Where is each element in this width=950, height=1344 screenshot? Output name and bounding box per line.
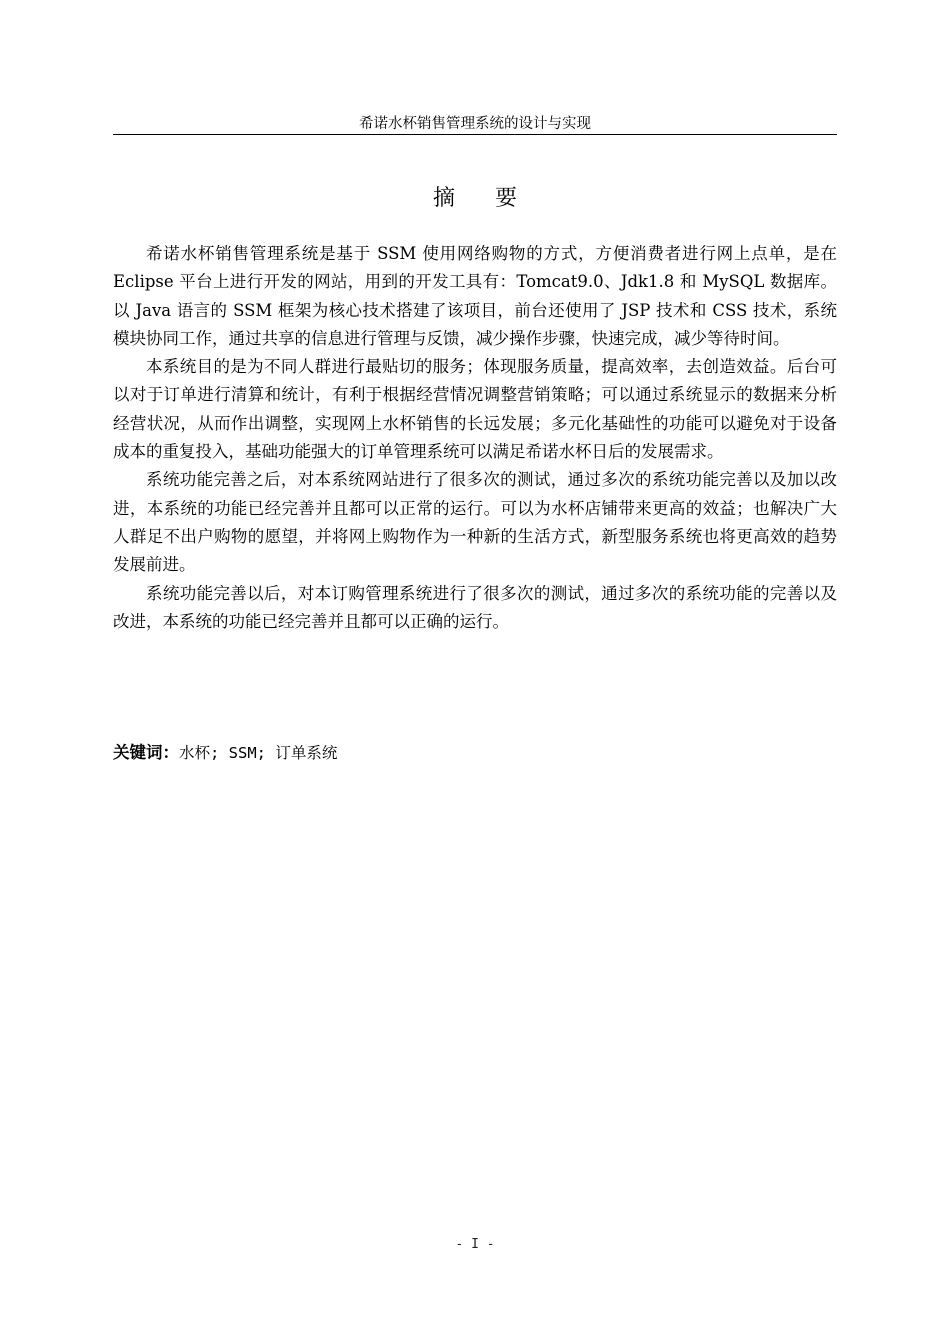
abstract-paragraph-2: 本系统目的是为不同人群进行最贴切的服务；体现服务质量，提高效率，去创造效益。后台可以对于订单进行清算和统计，有利于根据经营情况调整营销策略；可以通过系统显示的数据来分析经营状况，从而作出调整，实现网上水杯销售的长远发展；多元化基础性的功能可以避免对于设备成本的重复投入，基础功能强大的订单管理系统可以满足希诺水杯日后的发展需求。 xyxy=(113,357,837,462)
keywords-label: 关键词： xyxy=(113,743,179,762)
abstract-body xyxy=(113,240,837,636)
abstract-heading: 摘要 xyxy=(432,186,557,211)
abstract-paragraph-1: 希诺水杯销售管理系统是基于 SSM 使用网络购物的方式，方便消费者进行网上点单，是在 Eclipse 平台上进行开发的网站，用到的开发工具有：Tomcat9.0、Jdk1.8 和 MySQL 数据库。以 Java 语言的 SSM 框架为核心技术搭建了该项目，前台还使用了 JSP 技术和 CSS 技术，系统模块协同工作，通过共享的信息进行管理与反馈，减少操作步骤，快速完成，减少等待时间。 xyxy=(113,244,837,348)
page-number: - I - xyxy=(455,1237,495,1252)
keywords-values: 水杯; SSM; 订单系统 xyxy=(179,744,338,762)
running-header: 希诺水杯销售管理系统的设计与实现 xyxy=(359,116,591,132)
keywords-line xyxy=(113,739,837,767)
abstract-paragraph-4: 系统功能完善以后，对本订购管理系统进行了很多次的测试，通过多次的系统功能的完善以及改进，本系统的功能已经完善并且都可以正确的运行。 xyxy=(113,583,837,631)
header-rule xyxy=(113,134,837,135)
abstract-paragraph-3: 系统功能完善之后，对本系统网站进行了很多次的测试，通过多次的系统功能完善以及加以改进，本系统的功能已经完善并且都可以正常的运行。可以为水杯店铺带来更高的效益；也解决广大人群足不出户购物的愿望，并将网上购物作为一种新的生活方式，新型服务系统也将更高效的趋势发展前进。 xyxy=(113,470,837,575)
